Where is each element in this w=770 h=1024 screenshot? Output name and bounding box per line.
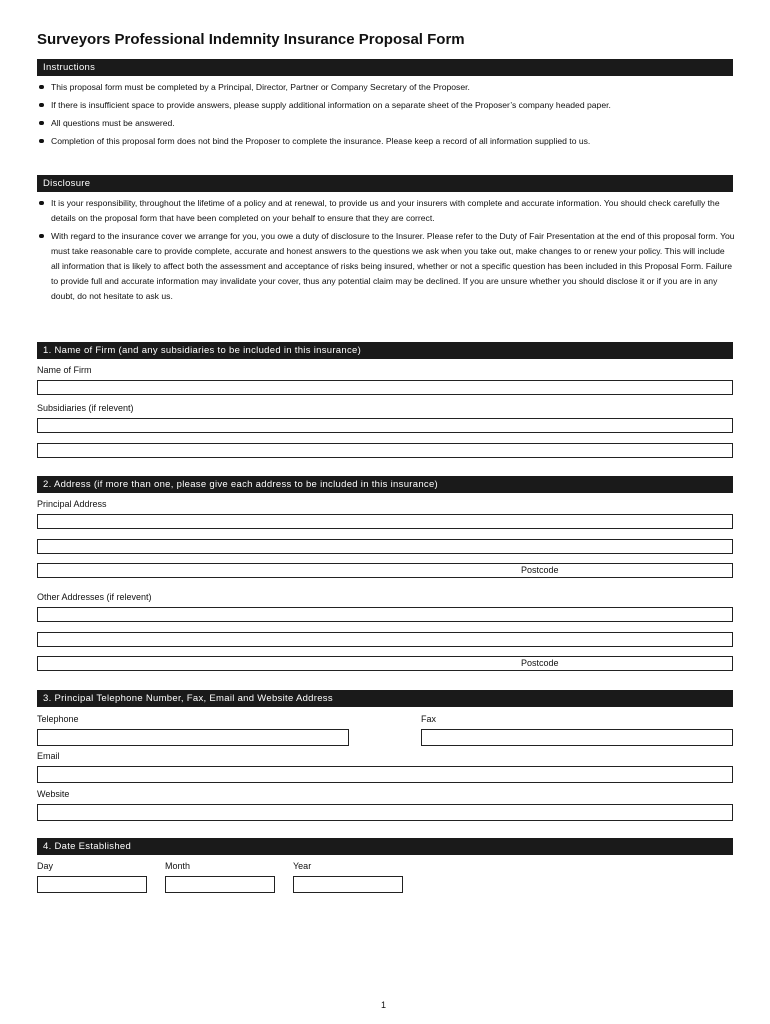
name-of-firm-label: Name of Firm <box>37 365 92 375</box>
name-of-firm-field[interactable] <box>37 380 733 395</box>
email-label: Email <box>37 751 60 761</box>
website-label: Website <box>37 789 70 799</box>
fax-field[interactable] <box>421 729 733 746</box>
other-addresses-field-2[interactable] <box>37 632 733 647</box>
telephone-label: Telephone <box>37 714 79 724</box>
list-item: All questions must be answered. <box>37 116 737 131</box>
subsidiaries-field-2[interactable] <box>37 443 733 458</box>
website-field[interactable] <box>37 804 733 821</box>
list-item: This proposal form must be completed by a Principal, Director, Partner or Company Secretary of the Proposer. <box>37 80 737 95</box>
principal-address-postcode-field[interactable] <box>37 563 733 578</box>
month-label: Month <box>165 861 191 871</box>
instructions-heading: Instructions <box>37 59 733 76</box>
section4-heading: 4. Date Established <box>37 838 733 855</box>
postcode-label: Postcode <box>521 658 559 668</box>
other-addresses-field-1[interactable] <box>37 607 733 622</box>
section2-heading: 2. Address (if more than one, please give each address to be included in this insurance) <box>37 476 733 493</box>
form-title: Surveyors Professional Indemnity Insurance Proposal Form <box>37 31 465 48</box>
email-field[interactable] <box>37 766 733 783</box>
day-field[interactable] <box>37 876 147 893</box>
telephone-field[interactable] <box>37 729 349 746</box>
section1-heading: 1. Name of Firm (and any subsidiaries to be included in this insurance) <box>37 342 733 359</box>
principal-address-field-2[interactable] <box>37 539 733 554</box>
section3-heading: 3. Principal Telephone Number, Fax, Email and Website Address <box>37 690 733 707</box>
year-label: Year <box>293 861 312 871</box>
list-item: With regard to the insurance cover we arrange for you, you owe a duty of disclosure to the Insurer. Please refer to the Duty of Fair Presentation at the end of this proposal form. You must take reasonable care to provide complete, accurate and honest answers to the questions we ask when you take out, make changes to or renew your policy. This will include all information that is likely to affect both the assessment and acceptance of risks being insured, whether or not a specific question has been included in this Proposal Form. Failure to provide full and accurate information may invalidate your cover, thus any potential claim may be declined. If you are unsure whether you should disclose it or if you are in any doubt, do not hesitate to ask us. <box>37 229 735 304</box>
year-field[interactable] <box>293 876 403 893</box>
page-number: 1 <box>381 1000 387 1010</box>
other-addresses-label: Other Addresses (if relevent) <box>37 592 152 602</box>
list-item: Completion of this proposal form does not bind the Proposer to complete the insurance. Please keep a record of all information supplied to us. <box>37 134 737 149</box>
month-field[interactable] <box>165 876 275 893</box>
disclosure-heading: Disclosure <box>37 175 733 192</box>
list-item: If there is insufficient space to provide answers, please supply additional information on a separate sheet of the Proposer’s company headed paper. <box>37 98 737 113</box>
postcode-label: Postcode <box>521 565 559 575</box>
subsidiaries-field-1[interactable] <box>37 418 733 433</box>
principal-address-field-1[interactable] <box>37 514 733 529</box>
day-label: Day <box>37 861 54 871</box>
fax-label: Fax <box>421 714 437 724</box>
other-addresses-postcode-field[interactable] <box>37 656 733 671</box>
subsidiaries-label: Subsidiaries (if relevent) <box>37 403 134 413</box>
principal-address-label: Principal Address <box>37 499 107 509</box>
list-item: It is your responsibility, throughout the lifetime of a policy and at renewal, to provide us and your insurers with complete and accurate information. You should check carefully the details on the proposal form that have been completed on your behalf to ensure that they are correct. <box>37 196 735 226</box>
disclosure-list <box>37 196 735 307</box>
instructions-list <box>37 80 737 152</box>
